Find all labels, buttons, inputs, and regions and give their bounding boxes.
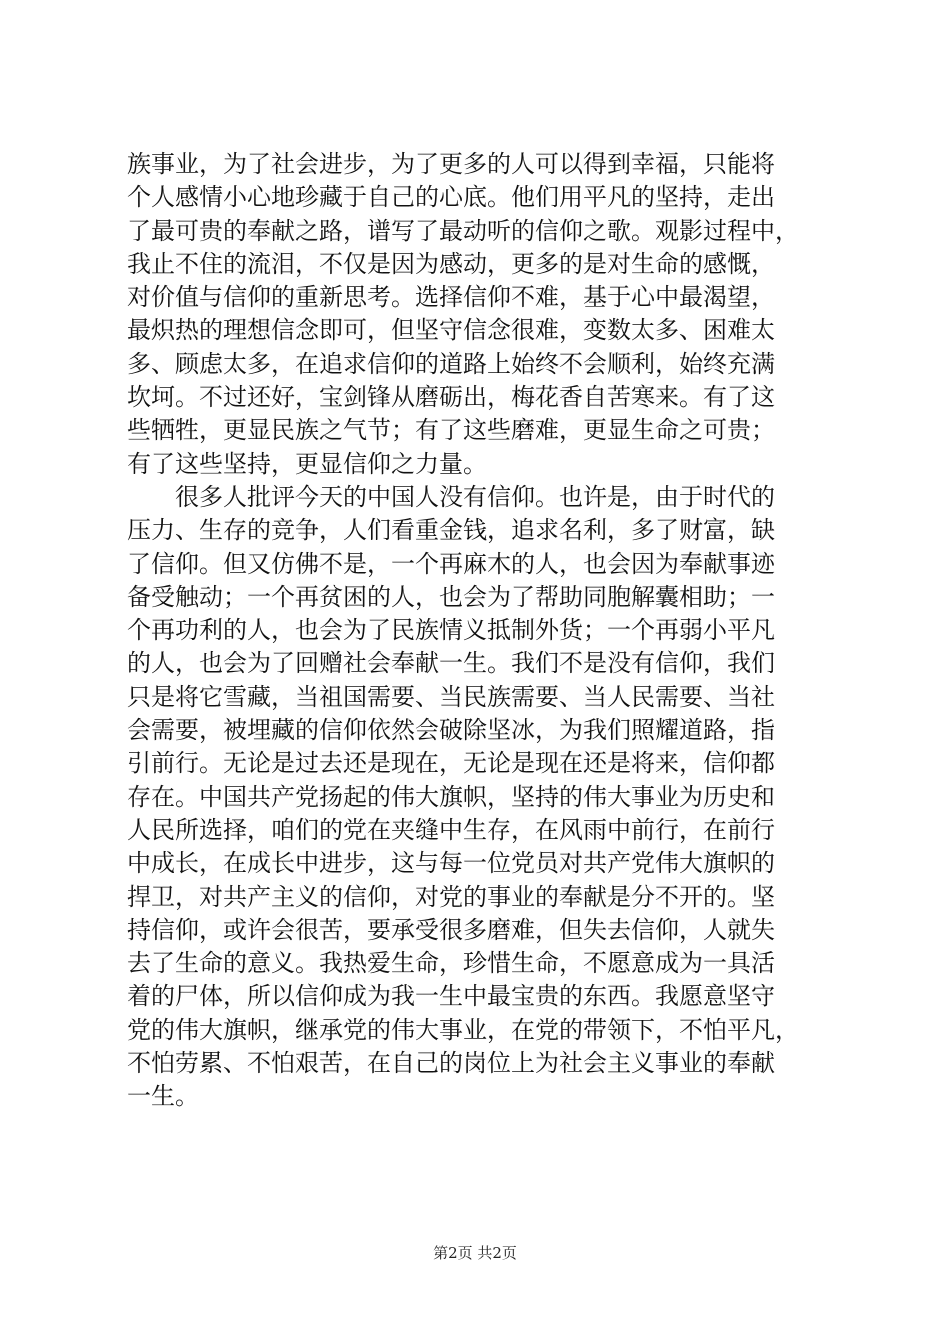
text-line: 多、顾虑太多，在追求信仰的道路上始终不会顺利，始终充满 — [127, 349, 775, 378]
text-line: 坎坷。不过还好，宝剑锋从磨砺出，梅花香自苦寒来。有了这 — [127, 383, 775, 412]
text-line: 个再功利的人，也会为了民族情义抵制外货；一个再弱小平凡 — [127, 616, 775, 645]
text-line: 中成长，在成长中进步，这与每一位党员对共产党伟大旗帜的 — [127, 849, 775, 878]
text-line: 些牺牲，更显民族之气节；有了这些磨难，更显生命之可贵； — [127, 416, 775, 445]
text-line: 党的伟大旗帜，继承党的伟大事业，在党的带领下，不怕平凡， — [127, 1015, 799, 1044]
text-line: 只是将它雪藏，当祖国需要、当民族需要、当人民需要、当社 — [127, 682, 775, 711]
text-line: 我止不住的流泪，不仅是因为感动，更多的是对生命的感慨， — [127, 249, 775, 278]
text-line: 去了生命的意义。我热爱生命，珍惜生命，不愿意成为一具活 — [127, 949, 775, 978]
text-line: 个人感情小心地珍藏于自己的心底。他们用平凡的坚持，走出 — [127, 183, 775, 212]
page-footer: 第2页 共2页 — [433, 1244, 517, 1262]
text-line: 了信仰。但又仿佛不是，一个再麻木的人，也会因为奉献事迹 — [127, 549, 775, 578]
text-line: 备受触动；一个再贫困的人，也会为了帮助同胞解囊相助；一 — [127, 582, 775, 611]
text-line: 不怕劳累、不怕艰苦，在自己的岗位上为社会主义事业的奉献 — [127, 1049, 775, 1078]
text-line: 压力、生存的竞争，人们看重金钱，追求名利，多了财富，缺 — [127, 516, 775, 545]
text-line: 捍卫，对共产主义的信仰，对党的事业的奉献是分不开的。坚 — [127, 882, 775, 911]
text-line: 的人，也会为了回赠社会奉献一生。我们不是没有信仰，我们 — [127, 649, 775, 678]
text-line: 一生。 — [127, 1082, 199, 1111]
text-line: 人民所选择，咱们的党在夹缝中生存，在风雨中前行，在前行 — [127, 815, 775, 844]
text-line: 对价值与信仰的重新思考。选择信仰不难，基于心中最渴望， — [127, 283, 775, 312]
text-line: 族事业，为了社会进步，为了更多的人可以得到幸福，只能将 — [127, 150, 775, 178]
text-line: 会需要，被埋藏的信仰依然会破除坚冰，为我们照耀道路，指 — [127, 716, 775, 745]
text-line: 引前行。无论是过去还是现在，无论是现在还是将来，信仰都 — [127, 749, 775, 778]
text-line: 存在。中国共产党扬起的伟大旗帜，坚持的伟大事业为历史和 — [127, 782, 775, 811]
text-line: 有了这些坚持，更显信仰之力量。 — [127, 449, 487, 478]
text-line: 持信仰，或许会很苦，要承受很多磨难，但失去信仰，人就失 — [127, 915, 775, 944]
text-line: 了最可贵的奉献之路，谱写了最动听的信仰之歌。观影过程中， — [127, 216, 799, 245]
text-line: 着的尸体，所以信仰成为我一生中最宝贵的东西。我愿意坚守 — [127, 982, 775, 1011]
text-line: 很多人批评今天的中国人没有信仰。也许是，由于时代的 — [127, 482, 775, 511]
body-text — [127, 148, 827, 1114]
text-line: 最炽热的理想信念即可，但坚守信念很难，变数太多、困难太 — [127, 316, 775, 345]
